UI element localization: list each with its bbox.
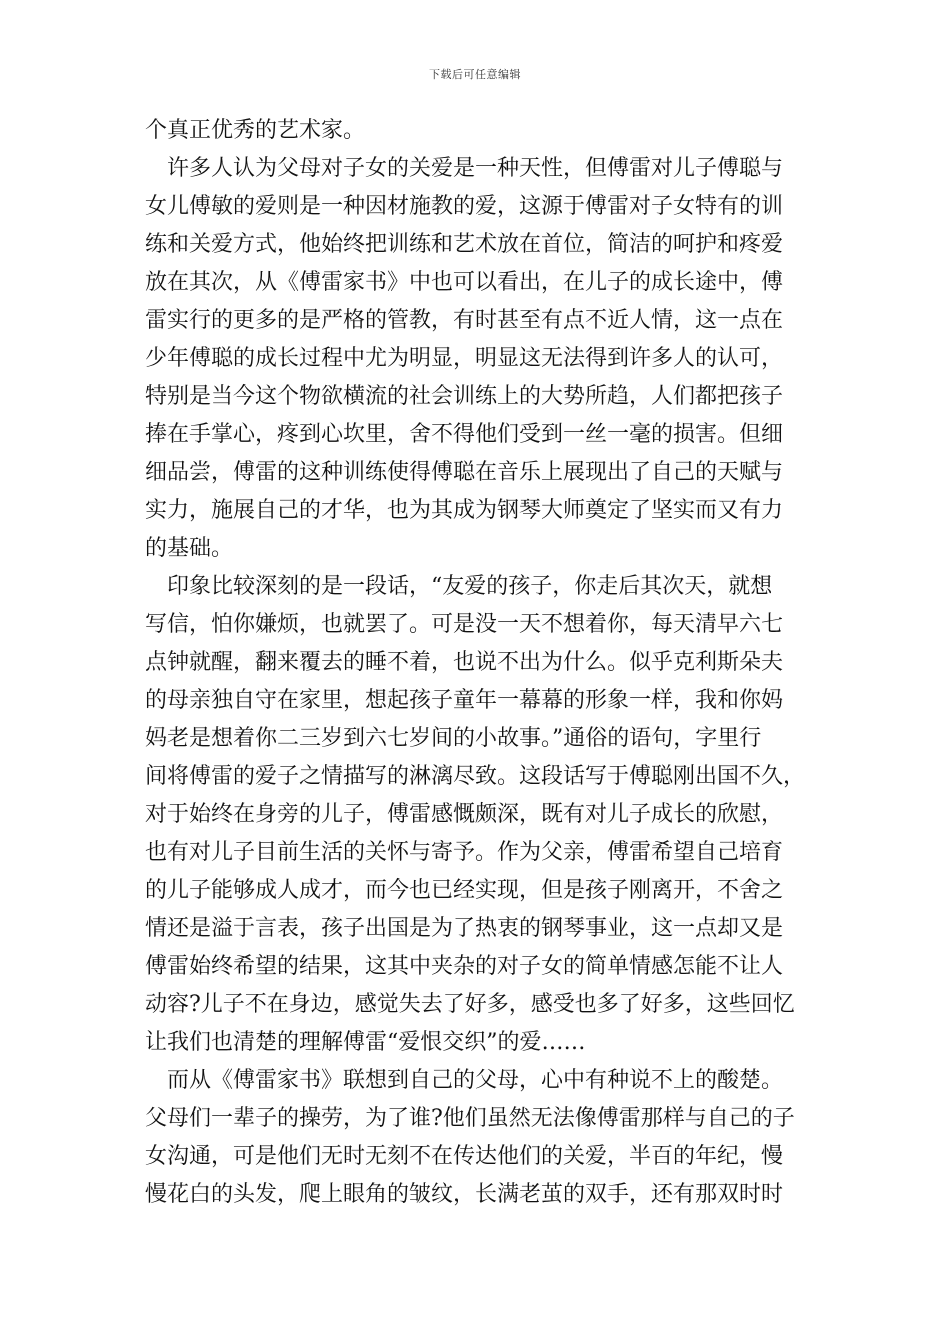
text-line: 个真正优秀的艺术家。 bbox=[145, 118, 366, 143]
text-line: 女沟通，可是他们无时无刻不在传达他们的关爱，半百的年纪，慢 bbox=[145, 1144, 784, 1169]
page-header: 下载后可任意编辑 bbox=[429, 68, 521, 81]
text-line: 妈老是想着你二三岁到六七岁间的小故事。”通俗的语句，字里行 bbox=[145, 726, 762, 751]
text-line: 对于始终在身旁的儿子，傅雷感慨颇深，既有对儿子成长的欣慰， bbox=[145, 802, 784, 827]
text-line: 的母亲独自守在家里，想起孩子童年一幕幕的形象一样，我和你妈 bbox=[145, 688, 784, 713]
text-line: 放在其次，从《傅雷家书》中也可以看出，在儿子的成长途中，傅 bbox=[145, 270, 784, 295]
text-line: 练和关爱方式，他始终把训练和艺术放在首位，简洁的呵护和疼爱 bbox=[145, 232, 784, 257]
text-line: 细品尝，傅雷的这种训练使得傅聪在音乐上展现出了自己的天赋与 bbox=[145, 460, 784, 485]
paragraph-start-line: 而从《傅雷家书》联想到自己的父母，心中有种说不上的酸楚。 bbox=[167, 1068, 784, 1093]
text-line: 捧在手掌心，疼到心坎里，舍不得他们受到一丝一毫的损害。但细 bbox=[145, 422, 784, 447]
text-line: 让我们也清楚的理解傅雷“爱恨交织”的爱…… bbox=[145, 1030, 586, 1055]
document-body bbox=[145, 112, 825, 1214]
paragraph-start-line: 许多人认为父母对子女的关爱是一种天性，但傅雷对儿子傅聪与 bbox=[167, 156, 784, 181]
text-line: 傅雷始终希望的结果，这其中夹杂的对子女的简单情感怎能不让人 bbox=[145, 954, 784, 979]
text-line: 雷实行的更多的是严格的管教，有时甚至有点不近人情，这一点在 bbox=[145, 308, 784, 333]
text-line: 情还是溢于言表，孩子出国是为了热衷的钢琴事业，这一点却又是 bbox=[145, 916, 784, 941]
text-line: 动容?儿子不在身边，感觉失去了好多，感受也多了好多，这些回忆 bbox=[145, 992, 795, 1017]
text-line: 少年傅聪的成长过程中尤为明显，明显这无法得到许多人的认可， bbox=[145, 346, 784, 371]
paragraph-start-line: 印象比较深刻的是一段话，“友爱的孩子，你走后其次天，就想 bbox=[167, 574, 773, 599]
text-line: 女儿傅敏的爱则是一种因材施教的爱，这源于傅雷对子女特有的训 bbox=[145, 194, 784, 219]
text-line: 慢花白的头发，爬上眼角的皱纹，长满老茧的双手，还有那双时时 bbox=[145, 1182, 784, 1207]
text-line: 特别是当今这个物欲横流的社会训练上的大势所趋，人们都把孩子 bbox=[145, 384, 784, 409]
text-line: 点钟就醒，翻来覆去的睡不着，也说不出为什么。似乎克利斯朵夫 bbox=[145, 650, 784, 675]
text-line: 的儿子能够成人成才，而今也已经实现，但是孩子刚离开，不舍之 bbox=[145, 878, 784, 903]
text-line: 写信，怕你嫌烦，也就罢了。可是没一天不想着你，每天清早六七 bbox=[145, 612, 784, 637]
text-line: 实力，施展自己的才华，也为其成为钢琴大师奠定了坚实而又有力 bbox=[145, 498, 784, 523]
text-line: 的基础。 bbox=[145, 536, 234, 561]
text-line: 也有对儿子目前生活的关怀与寄予。作为父亲，傅雷希望自己培育 bbox=[145, 840, 784, 865]
text-line: 父母们一辈子的操劳，为了谁?他们虽然无法像傅雷那样与自己的子 bbox=[145, 1106, 795, 1131]
text-line: 间将傅雷的爱子之情描写的淋漓尽致。这段话写于傅聪刚出国不久， bbox=[145, 764, 806, 789]
